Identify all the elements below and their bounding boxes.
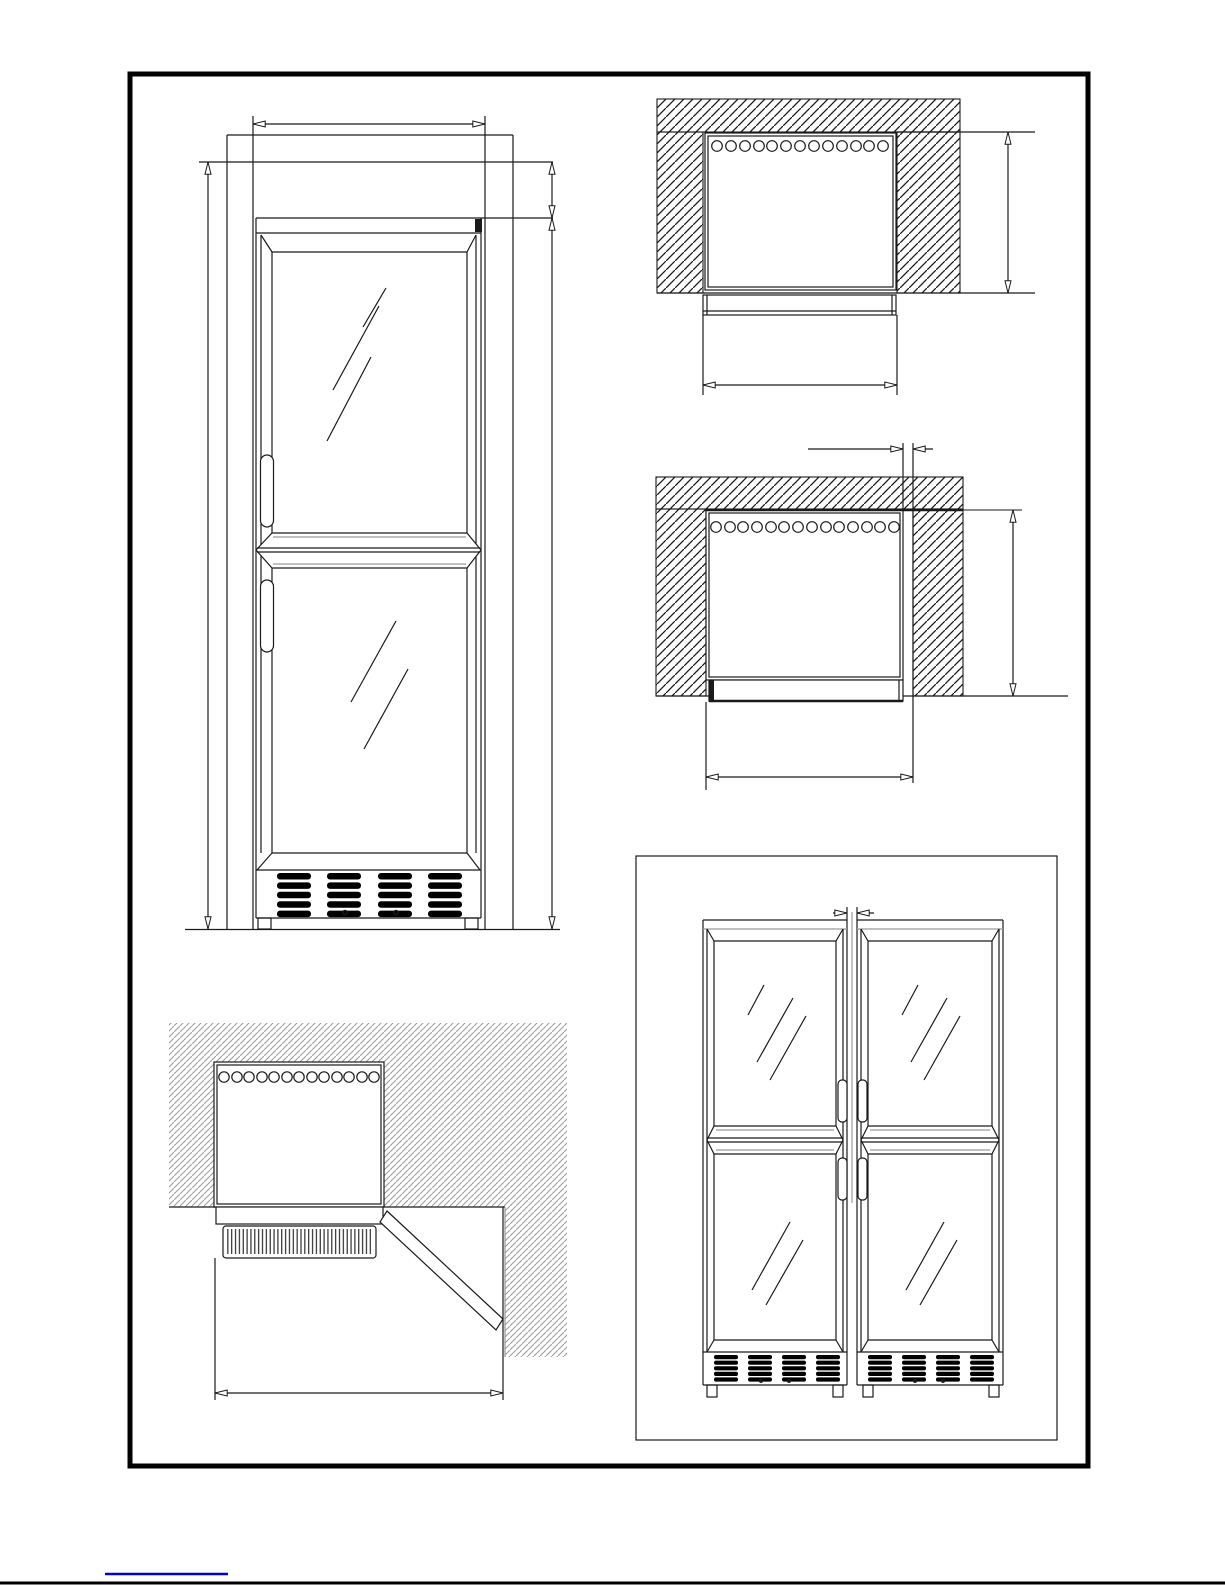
foot-right — [833, 1385, 843, 1397]
glass-reflection-lower — [752, 1222, 803, 1305]
glass-reflection-upper — [748, 985, 806, 1080]
top-hinge — [475, 219, 482, 232]
vent-grille — [857, 1352, 1003, 1385]
vent-grille — [256, 870, 481, 918]
door-divider — [256, 533, 481, 568]
foot-right — [465, 918, 478, 929]
door-handle-upper[interactable] — [838, 1080, 847, 1122]
door-handle-lower[interactable] — [261, 580, 274, 652]
foot-left — [707, 1385, 717, 1397]
fig-front-view-double-unit — [636, 856, 1057, 1440]
cabinet-body — [256, 218, 482, 929]
door-handle-lower[interactable] — [858, 1158, 867, 1200]
cabinet-right — [857, 920, 1003, 1397]
door-divider — [861, 1126, 999, 1154]
dimension-width — [703, 315, 897, 395]
fig-front-view-single-unit — [185, 116, 560, 930]
front-vent-grille — [223, 1226, 376, 1258]
door-hinge-cap — [709, 680, 714, 701]
door-handle-upper[interactable] — [858, 1080, 867, 1122]
vent-grille — [703, 1352, 847, 1385]
door-handle-upper[interactable] — [261, 455, 274, 527]
cabinet-top-view — [703, 133, 896, 315]
dimension-top-clearance — [481, 162, 553, 929]
fig-top-view-side-gap — [656, 443, 1068, 790]
glass-reflection-upper — [327, 288, 386, 441]
glass-reflection-upper — [902, 985, 960, 1080]
niche-outline — [185, 116, 560, 930]
foot-left — [258, 918, 271, 929]
fig-top-view-recessed — [657, 99, 1035, 395]
cabinet-left — [703, 920, 847, 1397]
door-closed — [709, 680, 903, 701]
dimension-niche-width — [706, 702, 913, 790]
foot-left — [863, 1385, 873, 1397]
door-handle-lower[interactable] — [838, 1158, 847, 1200]
glass-reflection-lower — [351, 621, 408, 749]
door-closed — [703, 295, 896, 315]
door-open[interactable] — [380, 1211, 503, 1330]
front-frame — [216, 1207, 383, 1224]
glass-reflection-lower — [906, 1222, 957, 1305]
foot-right — [989, 1385, 999, 1397]
door-divider — [707, 1126, 843, 1154]
fig-top-view-door-open — [169, 1023, 567, 1400]
